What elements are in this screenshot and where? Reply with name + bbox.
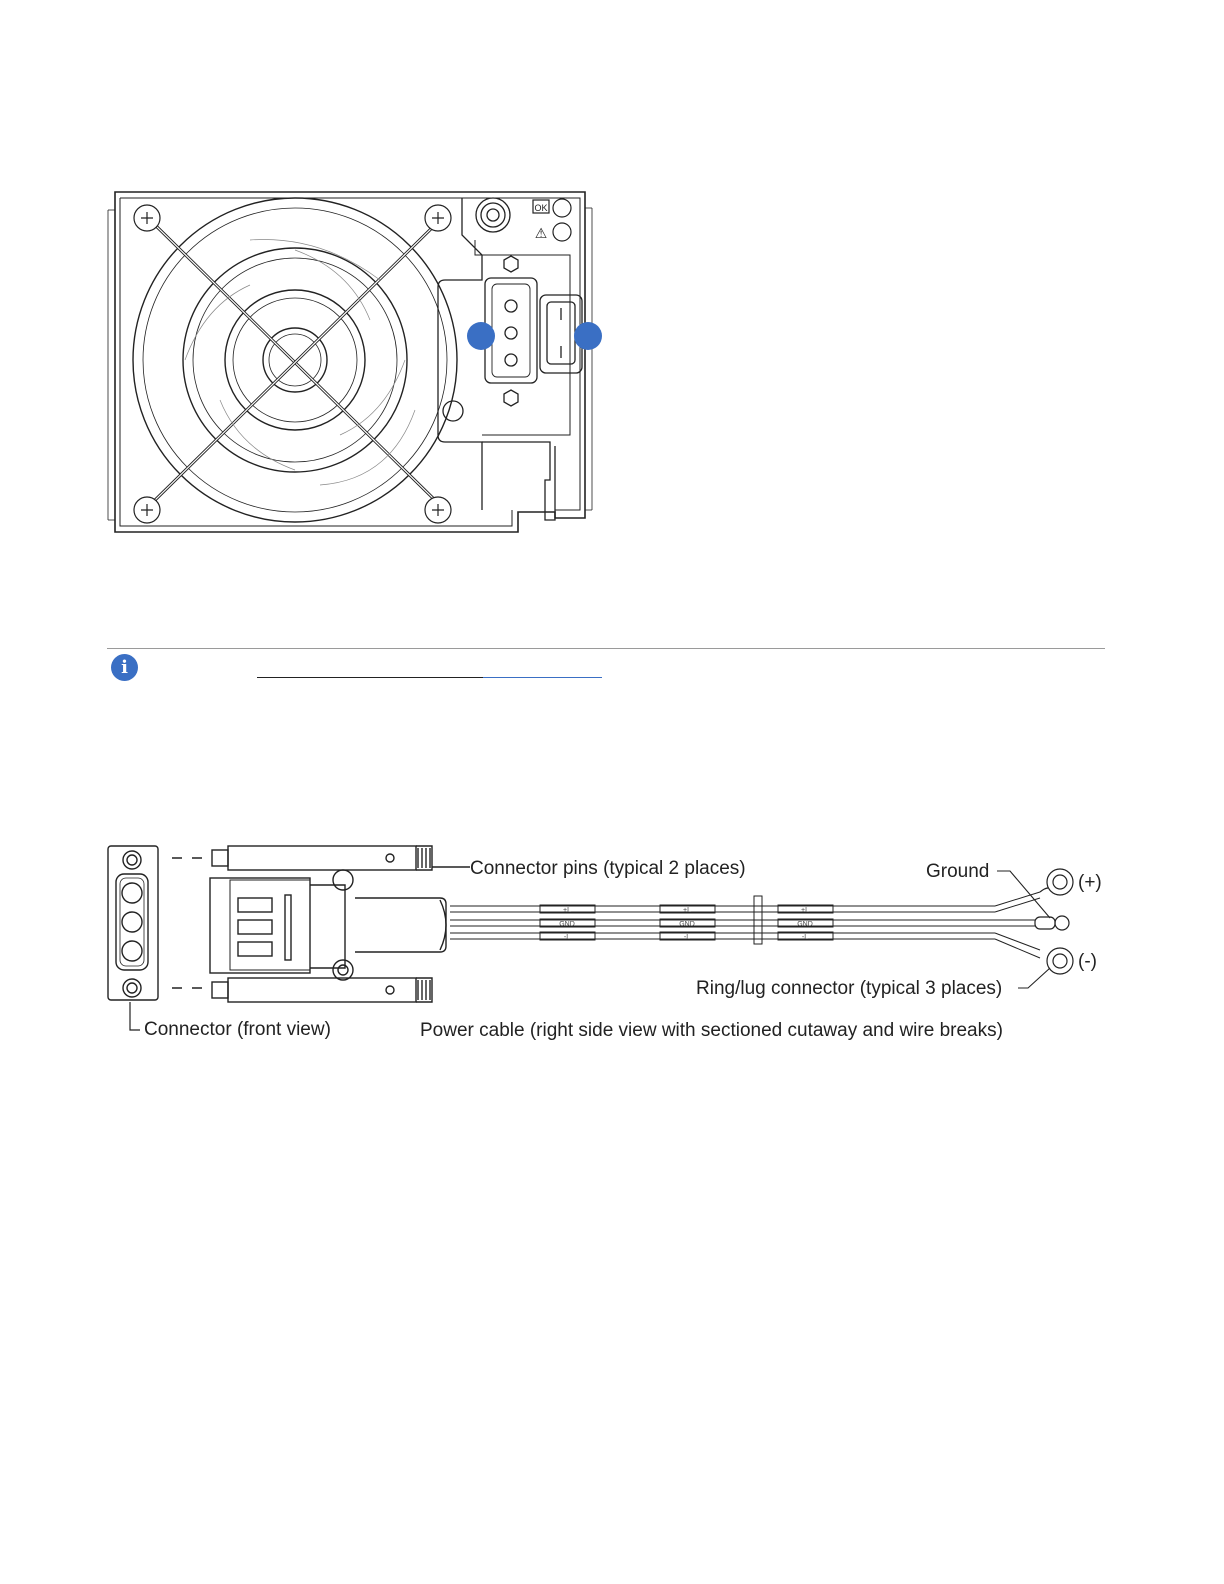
note-divider	[107, 648, 1105, 649]
svg-text:GND: GND	[797, 921, 813, 928]
label-plus: (+)	[1078, 872, 1102, 893]
led-ok-label: OK	[534, 203, 548, 213]
connector-pins	[212, 846, 470, 1002]
psu-front-view-diagram	[100, 180, 610, 550]
psu-chassis-outline	[115, 192, 585, 532]
handle	[482, 442, 555, 520]
svg-text:-L: -L	[563, 934, 571, 941]
screw-bottom-right	[425, 497, 451, 523]
label-power-cable: Power cable (right side view with sectioned cutaway and wire breaks)	[420, 1020, 1003, 1041]
svg-text:GND: GND	[679, 921, 695, 928]
connector-body	[210, 870, 446, 980]
svg-text:+L: +L	[801, 907, 809, 914]
led-fault-icon: ⚠	[534, 225, 548, 241]
svg-text:+L: +L	[683, 907, 691, 914]
label-ground: Ground	[926, 861, 990, 882]
label-connector-pins: Connector pins (typical 2 places)	[470, 858, 746, 879]
label-ring-lug: Ring/lug connector (typical 3 places)	[696, 978, 1003, 999]
note-underline	[257, 677, 483, 678]
connector-front-view	[108, 846, 202, 1030]
note-link-underline[interactable]	[483, 677, 602, 678]
cable-wires	[450, 892, 1040, 958]
callout-2-marker	[574, 322, 602, 350]
svg-text:+L: +L	[563, 907, 571, 914]
svg-text:-L: -L	[683, 934, 691, 941]
svg-text:-L: -L	[801, 934, 809, 941]
label-connector-front: Connector (front view)	[144, 1019, 331, 1040]
callout-1-marker	[467, 322, 495, 350]
dc-power-cable-diagram	[100, 840, 1110, 1050]
fan-grille	[133, 198, 457, 522]
screw-top-right	[425, 205, 451, 231]
screw-bottom-left	[134, 497, 160, 523]
screw-top-left	[134, 205, 160, 231]
thumbscrew	[476, 198, 510, 232]
label-minus: (-)	[1078, 951, 1097, 972]
ring-lug-connectors	[1035, 869, 1073, 974]
info-icon: i	[111, 654, 138, 681]
svg-text:GND: GND	[559, 921, 575, 928]
